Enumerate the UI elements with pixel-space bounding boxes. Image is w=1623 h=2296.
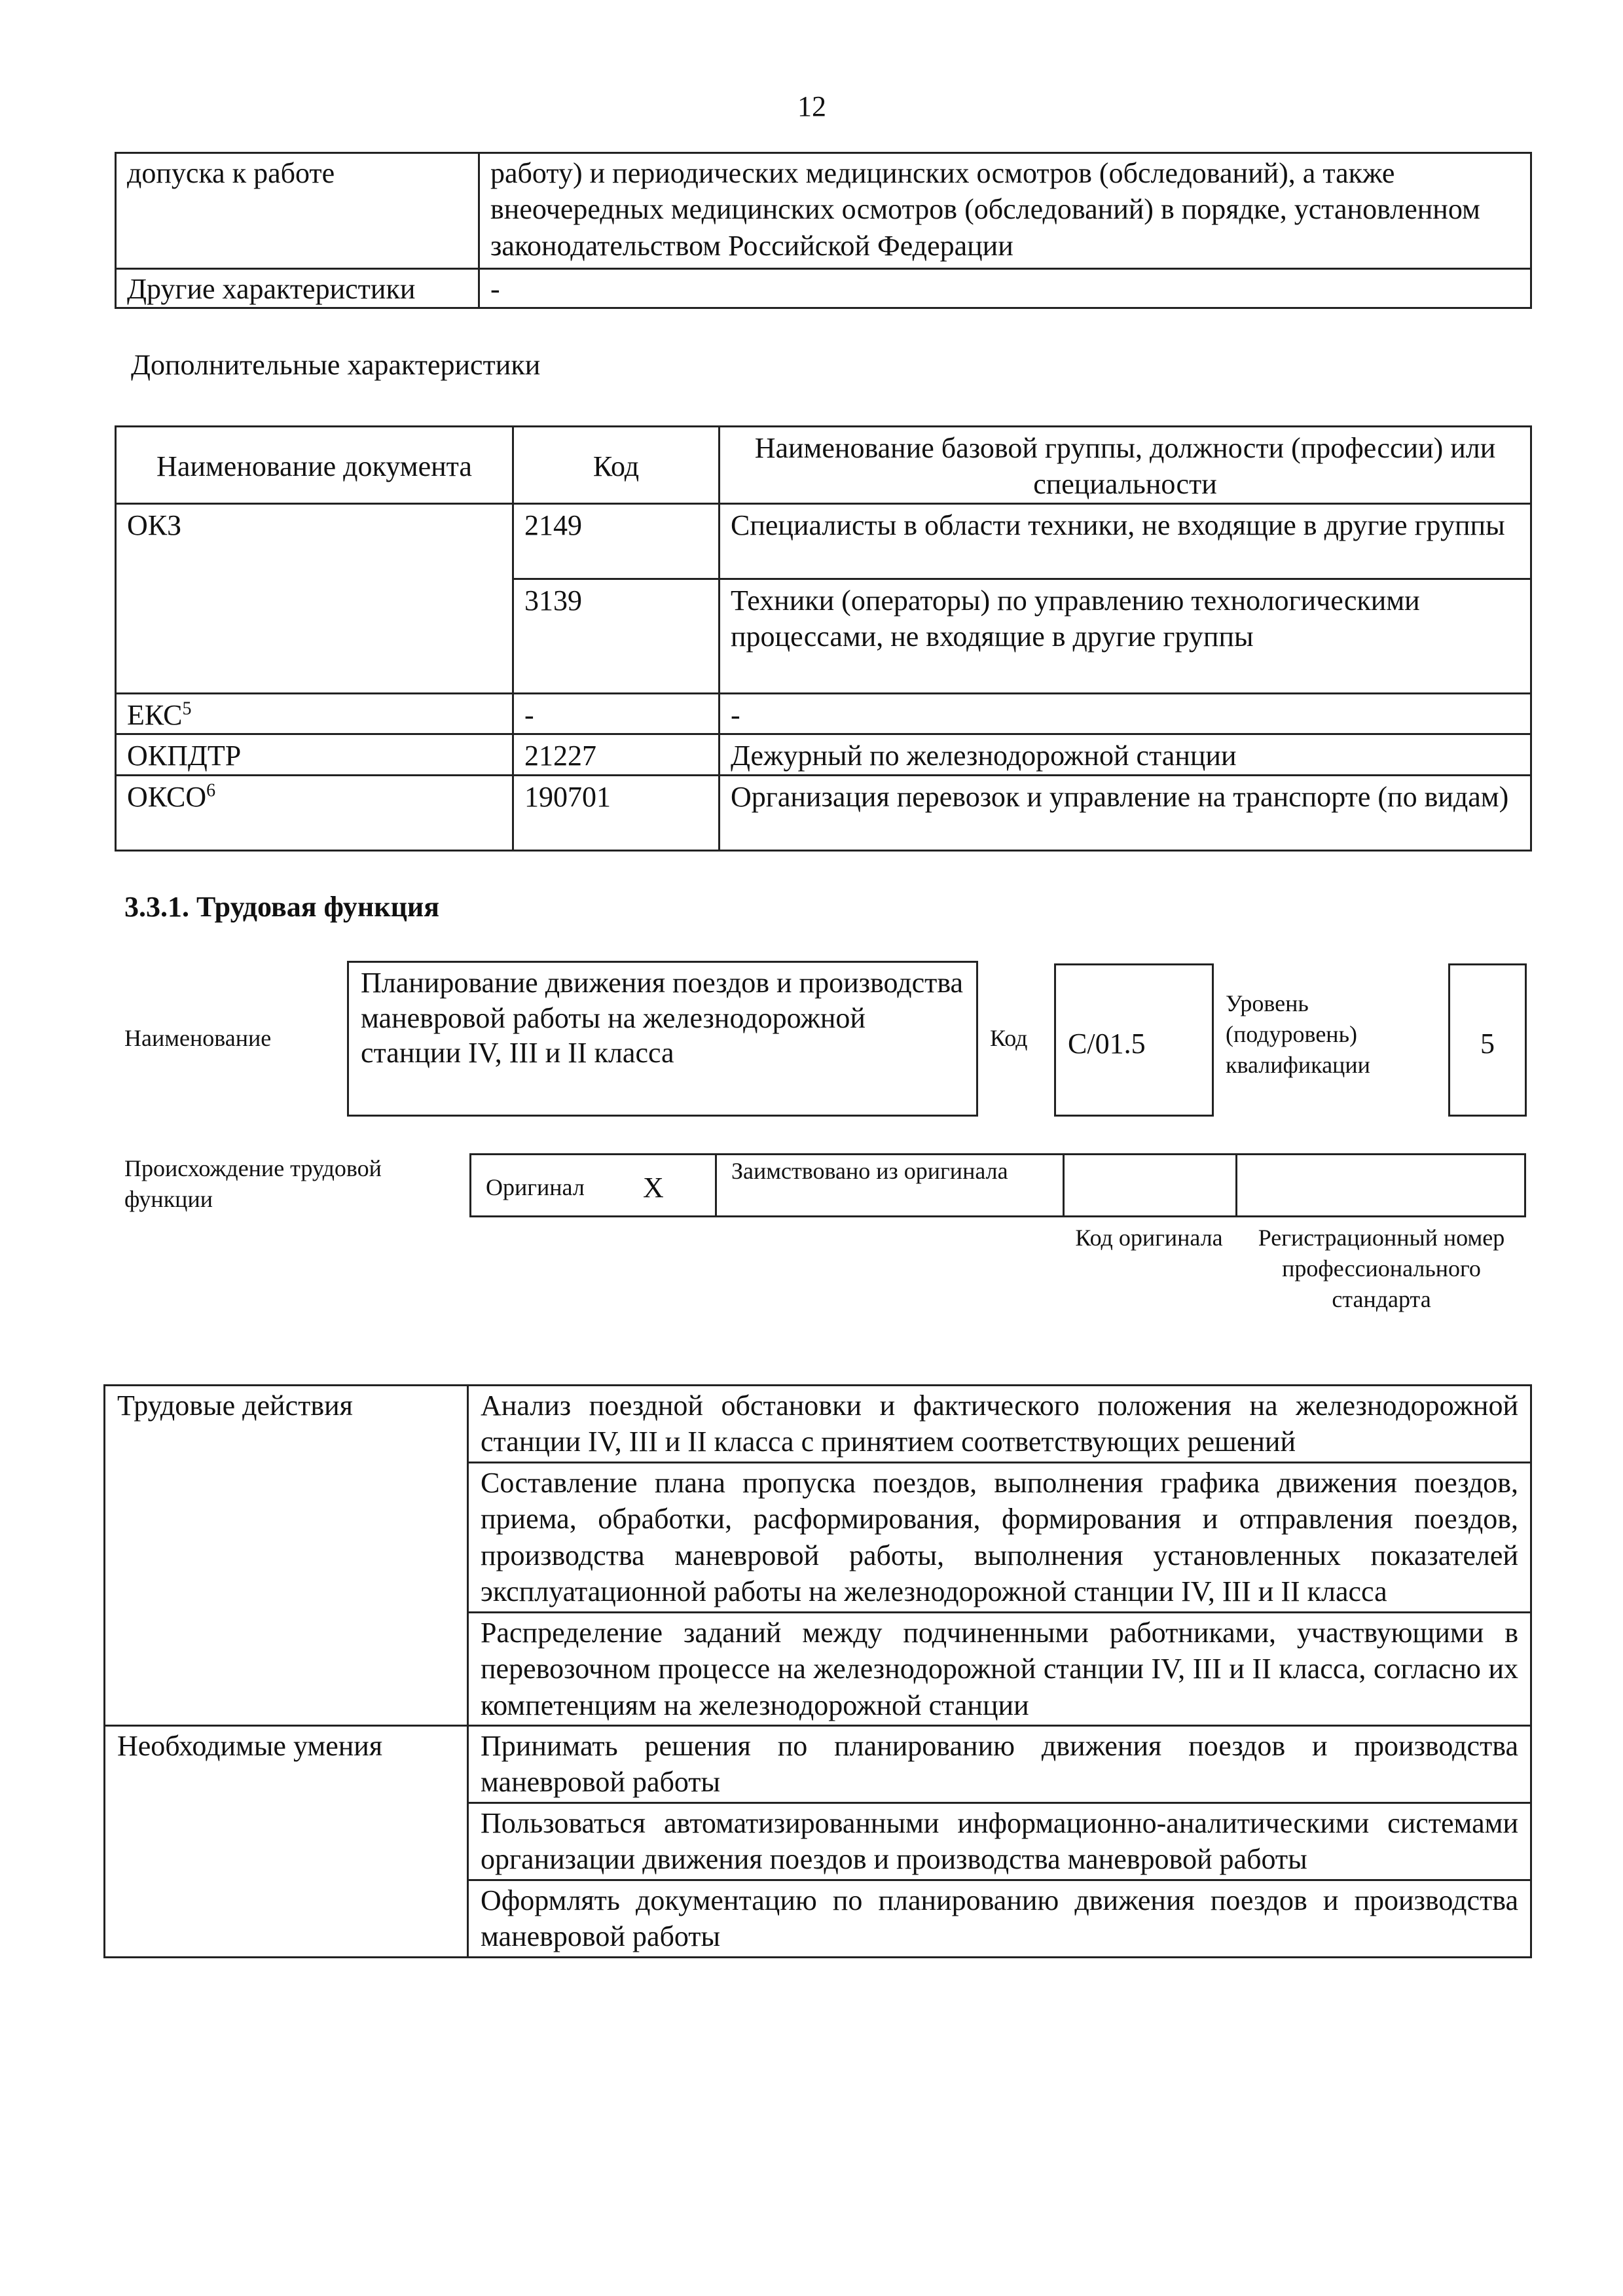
origin-original-text: Оригинал xyxy=(486,1174,585,1200)
cell-doc: ЕКС$^5$ xyxy=(116,693,513,734)
code-label: Код xyxy=(990,1025,1028,1051)
labor-action-item: Составление плана пропуска поездов, выполнения графика движения поездов, приема, обработки, расформирования, формирования и отправления поездов, производства маневровой работы, выполнения установленных показателей эксплуатационной работы на железнодорожной станции IV, III и II класса xyxy=(468,1462,1531,1612)
cell-name: Дежурный по железнодорожной станции xyxy=(720,734,1531,775)
skills-label: Необходимые умения xyxy=(105,1725,468,1957)
labor-actions-label: Трудовые действия xyxy=(105,1386,468,1726)
level-label: Уровень (подуровень) квалификации xyxy=(1226,990,1370,1078)
additional-heading: Дополнительные характеристики xyxy=(131,349,541,381)
table-row xyxy=(116,153,1531,269)
header-name: Наименование базовой группы, должности (профессии) или специальности xyxy=(720,427,1531,504)
row-label: Другие характеристики xyxy=(116,269,479,308)
code-original-cell xyxy=(1063,1153,1237,1217)
function-code-value: C/01.5 xyxy=(1068,1028,1146,1060)
cell-name: Специалисты в области техники, не входящие в другие группы xyxy=(720,503,1531,579)
skill-item: Принимать решения по планированию движения поездов и производства маневровой работы xyxy=(468,1725,1531,1803)
function-heading: 3.3.1. Трудовая функция xyxy=(124,891,440,923)
table-row xyxy=(105,1386,1531,1463)
labor-action-item: Распределение заданий между подчиненными работниками, участвующими в перевозочном процессе на железнодорожной станции IV, III и II класса, согласно их компетенциям на железнодорожной станции xyxy=(468,1612,1531,1725)
table-row xyxy=(105,1725,1531,1803)
table-row xyxy=(116,693,1531,734)
table-header-row xyxy=(116,427,1531,504)
origin-label: Происхождение трудовой функции xyxy=(124,1155,382,1212)
origin-mark: X xyxy=(643,1172,664,1204)
labor-action-item: Анализ поездной обстановки и фактического положения на железнодорожной станции IV, III и II класса с принятием соответствующих решений xyxy=(468,1386,1531,1463)
level-box xyxy=(1448,963,1527,1117)
cell-code: 190701 xyxy=(513,775,720,850)
cell-doc: ОКСО$^6$ xyxy=(116,775,513,850)
row-label: допуска к работе xyxy=(116,153,479,269)
skill-item: Пользоваться автоматизированными информационно-аналитическими системами организации движения поездов и производства маневровой работы xyxy=(468,1803,1531,1880)
top-continuation-table xyxy=(115,152,1532,309)
function-name-box xyxy=(347,961,978,1117)
origin-borrowed-text: Заимствовано из оригинала xyxy=(731,1158,1008,1184)
page-number: 12 xyxy=(797,90,826,122)
cell-code: 21227 xyxy=(513,734,720,775)
table-row xyxy=(116,734,1531,775)
code-original-caption: Код оригинала xyxy=(1075,1225,1223,1251)
reg-number-cell xyxy=(1235,1153,1526,1217)
cell-code: 2149 xyxy=(513,503,720,579)
cell-name: Техники (операторы) по управлению технологическими процессами, не входящие в другие группы xyxy=(720,579,1531,693)
origin-borrowed-cell xyxy=(715,1153,1065,1217)
reg-number-caption: Регистрационный номер профессионального стандарта xyxy=(1258,1225,1505,1312)
cell-name: Организация перевозок и управление на транспорте (по видам) xyxy=(720,775,1531,850)
origin-original-cell xyxy=(469,1153,717,1217)
labor-actions-table xyxy=(103,1384,1532,1958)
header-code: Код xyxy=(513,427,720,504)
cell-doc: ОКЗ xyxy=(116,503,513,693)
cell-code: - xyxy=(513,693,720,734)
cell-name: - xyxy=(720,693,1531,734)
cell-code: 3139 xyxy=(513,579,720,693)
table-row xyxy=(116,775,1531,850)
additional-table xyxy=(115,425,1532,852)
function-code-box xyxy=(1054,963,1214,1117)
row-value: работу) и периодических медицинских осмотров (обследований), а также внеочередных медицинских осмотров (обследований) в порядке, установленном законодательством Российской Федерации xyxy=(479,153,1531,269)
level-value: 5 xyxy=(1480,1028,1495,1060)
function-name-value: Планирование движения поездов и производства маневровой работы на железнодорожной станции IV, III и II класса xyxy=(361,967,964,1069)
row-value: - xyxy=(479,269,1531,308)
table-row xyxy=(116,503,1531,579)
table-row xyxy=(116,269,1531,308)
skill-item: Оформлять документацию по планированию движения поездов и производства маневровой работы xyxy=(468,1880,1531,1957)
header-doc: Наименование документа xyxy=(116,427,513,504)
cell-doc: ОКПДТР xyxy=(116,734,513,775)
name-label: Наименование xyxy=(124,1025,272,1051)
